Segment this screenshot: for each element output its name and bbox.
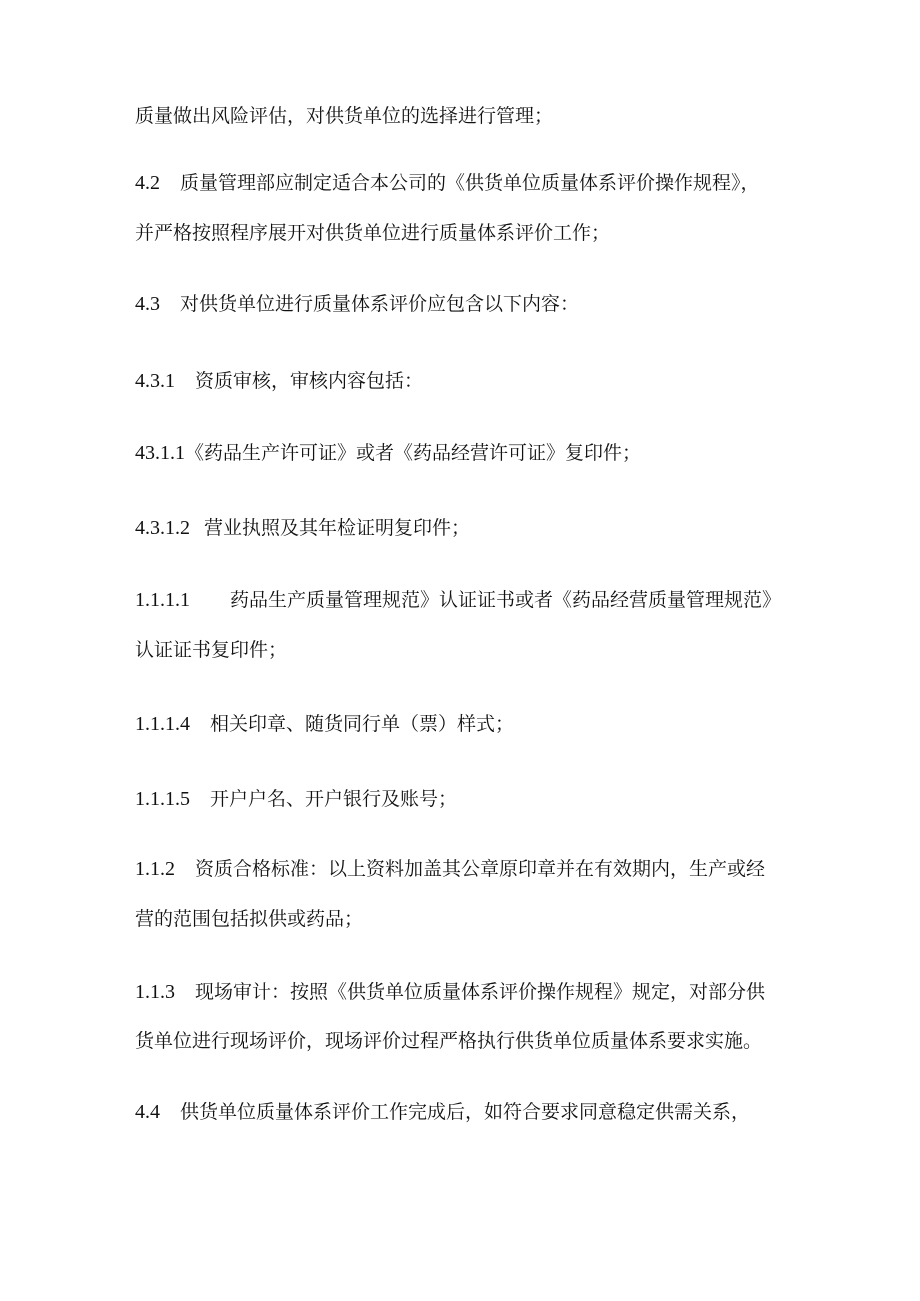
line-text: 《药品生产许可证》或者《药品经营许可证》复印件； [185,442,642,464]
paragraph-line [135,104,553,128]
section-4-4-line [135,1100,750,1124]
line-text: 供货单位质量体系评价工作完成后，如符合要求同意稳定供需关系， [180,1101,751,1123]
line-text: 货单位进行现场评价，现场评价过程严格执行供货单位质量体系要求实施。 [135,1030,763,1052]
line-text: 营的范围包括拟供或药品； [135,908,364,930]
line-text: 质量管理部应制定适合本公司的《供货单位质量体系评价操作规程》， [180,172,760,194]
line-text: 相关印章、随货同行单（票）样式； [210,713,515,735]
line-text: 对供货单位进行质量体系评价应包含以下内容： [180,293,580,315]
line-text: 质量做出风险评估，对供货单位的选择进行管理； [135,105,554,127]
line-text: 认证证书复印件； [135,639,288,661]
line-text: 并严格按照程序展开对供货单位进行质量体系评价工作； [135,222,611,244]
section-number: 1.1.1.1 [135,589,190,611]
section-4-2-line [135,171,760,195]
section-1-1-1-1-line [135,588,781,612]
section-1-1-1-4-line [135,712,514,736]
section-number: 1.1.1.5 [135,788,190,810]
section-number: 4.2 [135,172,160,194]
paragraph-line [135,1029,762,1053]
section-4-3-1-1-line [135,441,641,465]
section-number: 43.1.1 [135,442,185,464]
line-text: 资质审核，审核内容包括： [195,370,424,392]
section-number: 4.3 [135,293,160,315]
section-1-1-3-line [135,980,765,1004]
paragraph-line [135,638,287,662]
section-number: 4.3.1 [135,370,175,392]
section-4-3-1-line [135,369,423,393]
paragraph-line [135,907,363,931]
section-number: 1.1.2 [135,858,175,880]
line-text: 现场审计：按照《供货单位质量体系评价操作规程》规定，对部分供 [195,981,766,1003]
line-text: 营业执照及其年检证明复印件； [204,517,471,539]
paragraph-line [135,221,610,245]
section-4-3-1-2-line [135,516,470,540]
section-number: 4.4 [135,1101,160,1123]
section-4-3-line [135,292,579,316]
section-number: 1.1.3 [135,981,175,1003]
line-text: 资质合格标准：以上资料加盖其公章原印章并在有效期内，生产或经 [195,858,766,880]
section-number: 1.1.1.4 [135,713,190,735]
line-text: 开户户名、开户银行及账号； [210,788,458,810]
section-number: 4.3.1.2 [135,517,190,539]
section-1-1-1-5-line [135,787,457,811]
section-1-1-2-line [135,857,765,881]
line-text: 药品生产质量管理规范》认证证书或者《药品经营质量管理规范》 [230,589,782,611]
